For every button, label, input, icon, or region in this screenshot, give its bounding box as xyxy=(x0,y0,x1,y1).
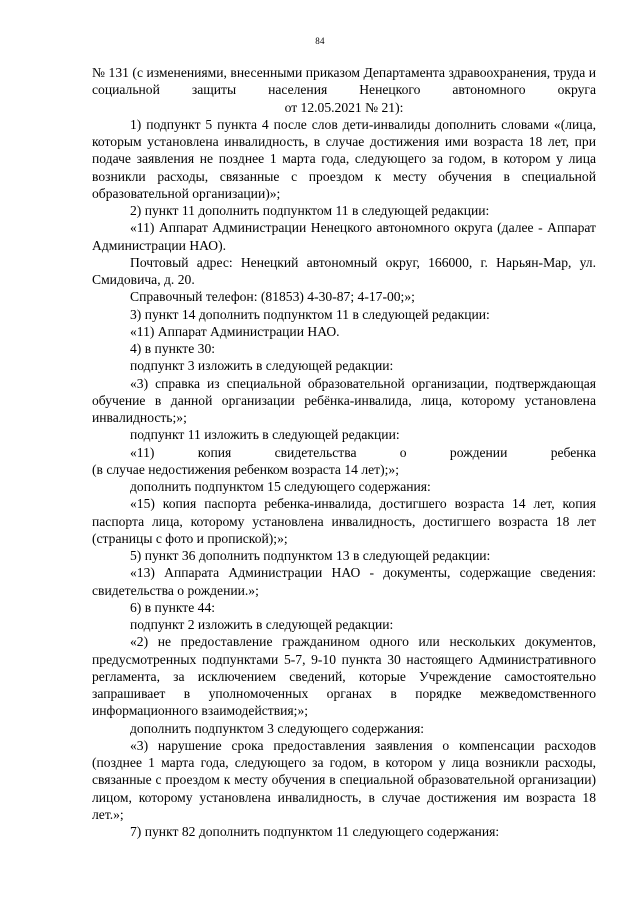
paragraph: 5) пункт 36 дополнить подпунктом 13 в следующей редакции: xyxy=(130,548,491,563)
document-body xyxy=(92,64,596,840)
paragraph: «11) копия свидетельства о рождении ребенка xyxy=(130,444,596,460)
paragraph: 2) пункт 11 дополнить подпунктом 11 в следующей редакции: xyxy=(130,203,490,218)
paragraph: «15) копия паспорта ребенка-инвалида, достигшего возраста 14 лет, копия паспорта лица, которому установлена инвалидность, достигшего возраста 18 лет (страницы с фото и пропиской);»; xyxy=(92,496,596,546)
paragraph: дополнить подпунктом 3 следующего содержания: xyxy=(130,720,425,736)
paragraph: «11) Аппарат Администрации Ненецкого автономного округа (далее - Аппарат Администрации НАО). xyxy=(92,220,596,253)
paragraph: «2) не предоставление гражданином одного или нескольких документов, предусмотренных подпунктами 5-7, 9-10 пункта 30 настоящего Административного регламента, за исключением сведений, которые Учреждение самостоятельно запрашивает в уполномоченных органах в порядке межведомственного информационного взаимодействия;»; xyxy=(92,634,596,719)
paragraph: подпункт 2 изложить в следующей редакции: xyxy=(130,617,394,632)
paragraph: «3) нарушение срока предоставления заявления о компенсации расходов (позднее 1 марта года, следующего за годом, в котором у лица возникли расходы, связанные с проездом к месту обучения в специальной образовательной организации) лицом, которому установлена инвалидность, в случае достижения им возраста 18 лет.»; xyxy=(92,737,596,822)
paragraph: 6) в пункте 44: xyxy=(130,599,216,615)
paragraph: (в случае недостижения ребенком возраста 14 лет);»; xyxy=(92,461,399,477)
paragraph: 3) пункт 14 дополнить подпунктом 11 в следующей редакции: xyxy=(130,306,490,322)
paragraph: подпункт 11 изложить в следующей редакции: xyxy=(130,427,400,443)
paragraph: «11) Аппарат Администрации НАО. xyxy=(130,323,340,339)
paragraph: 7) пункт 82 дополнить подпунктом 11 следующего содержания: xyxy=(130,824,500,839)
paragraph: от 12.05.2021 № 21): xyxy=(284,99,404,115)
paragraph: «13) Аппарата Администрации НАО - документы, содержащие сведения: свидетельства о рождении.»; xyxy=(92,565,596,598)
page-number: 84 xyxy=(315,36,325,46)
paragraph: дополнить подпунктом 15 следующего содержания: xyxy=(130,479,431,494)
paragraph: «3) справка из специальной образовательной организации, подтверждающая обучение в данной организации ребёнка-инвалида, лица, которому установлена инвалидность;»; xyxy=(92,375,596,425)
paragraph: 4) в пункте 30: xyxy=(130,341,216,356)
paragraph: № 131 (с изменениями, внесенными приказом Департамента здравоохранения, труда и социальной защиты населения Ненецкого автономного округа xyxy=(92,65,596,98)
paragraph: Справочный телефон: (81853) 4-30-87; 4-17-00;»; xyxy=(130,289,415,305)
paragraph: 1) подпункт 5 пункта 4 после слов дети-инвалиды дополнить словами «(лица, которым установлена инвалидность, в случае достижения ими возраста 18 лет, при подаче заявления не позднее 1 марта года, следующего за годом, в котором у лица возникли расходы, связанные с проездом к месту обучения в специальной образовательной организации)»; xyxy=(92,116,596,201)
paragraph: подпункт 3 изложить в следующей редакции: xyxy=(130,358,394,374)
paragraph: Почтовый адрес: Ненецкий автономный округ, 166000, г. Нарьян-Мар, ул. Смидовича, д. 20. xyxy=(92,254,596,287)
